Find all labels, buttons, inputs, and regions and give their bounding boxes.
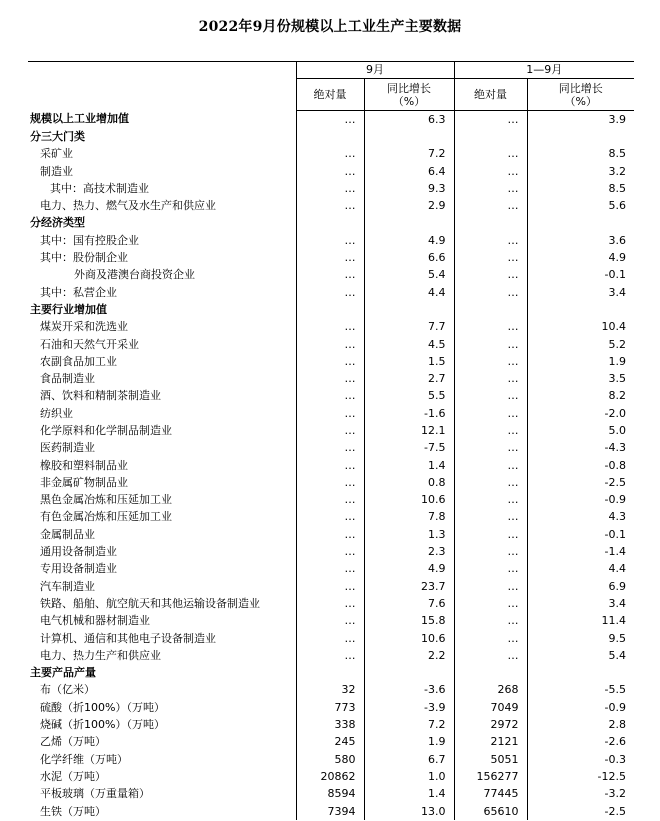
cell-ytd-absolute: 77445 [454, 786, 527, 803]
cell-sep-yoy: 2.9 [364, 197, 454, 214]
row-label: 农副食品加工业 [28, 353, 296, 370]
cell-sep-absolute: … [296, 526, 364, 543]
table-body [28, 111, 634, 821]
cell-sep-absolute: 773 [296, 699, 364, 716]
row-label: 专用设备制造业 [28, 561, 296, 578]
cell-sep-absolute: 245 [296, 734, 364, 751]
cell-ytd-absolute: … [454, 492, 527, 509]
cell-sep-absolute: … [296, 232, 364, 249]
cell-sep-yoy: 7.8 [364, 509, 454, 526]
cell-ytd-absolute: … [454, 111, 527, 129]
cell-ytd-yoy: -12.5 [597, 769, 626, 783]
row-label: 硫酸（折100%）（万吨） [28, 699, 296, 716]
cell-ytd-yoy: 4.3 [608, 510, 626, 524]
cell-sep-absolute: … [296, 543, 364, 560]
cell-sep-absolute [296, 301, 364, 318]
cell-sep-yoy: 6.7 [364, 751, 454, 768]
cell-ytd-absolute: … [454, 405, 527, 422]
row-label: 乙烯（万吨） [28, 734, 296, 751]
cell-ytd-yoy: -3.2 [604, 787, 626, 801]
cell-ytd-absolute: … [454, 422, 527, 439]
table-row [28, 665, 634, 682]
header-yoy-ytd: 同比增长 （%） [527, 79, 634, 111]
cell-ytd-absolute: 2972 [454, 716, 527, 733]
row-label: 铁路、船舶、航空航天和其他运输设备制造业 [28, 595, 296, 612]
cell-sep-yoy [364, 128, 454, 145]
cell-sep-absolute: 338 [296, 716, 364, 733]
cell-ytd-yoy: 3.4 [608, 596, 626, 610]
row-label: 分三大门类 [28, 128, 296, 145]
cell-ytd-yoy: 3.2 [608, 164, 626, 178]
cell-sep-absolute [296, 665, 364, 682]
cell-ytd-yoy: 3.6 [608, 233, 626, 247]
cell-ytd-absolute: 268 [454, 682, 527, 699]
cell-sep-yoy: 6.4 [364, 163, 454, 180]
cell-ytd-yoy: 8.5 [608, 147, 626, 161]
table-row [28, 163, 634, 180]
row-label: 酒、饮料和精制茶制造业 [28, 388, 296, 405]
table-row [28, 215, 634, 232]
cell-ytd-yoy: -2.5 [604, 475, 626, 489]
cell-sep-absolute: … [296, 440, 364, 457]
cell-sep-yoy: 0.8 [364, 474, 454, 491]
cell-ytd-absolute: … [454, 163, 527, 180]
cell-sep-yoy: 2.7 [364, 370, 454, 387]
cell-ytd-yoy: 11.4 [601, 614, 626, 628]
cell-sep-absolute: … [296, 388, 364, 405]
cell-ytd-absolute: … [454, 370, 527, 387]
row-label: 石油和天然气开采业 [28, 336, 296, 353]
cell-sep-yoy: -3.9 [364, 699, 454, 716]
table-row [28, 734, 634, 751]
cell-sep-absolute: … [296, 613, 364, 630]
cell-ytd-yoy [527, 128, 634, 145]
cell-ytd-absolute: … [454, 319, 527, 336]
row-label: 化学纤维（万吨） [28, 751, 296, 768]
cell-ytd-absolute: … [454, 526, 527, 543]
cell-ytd-absolute: … [454, 197, 527, 214]
cell-ytd-absolute [454, 128, 527, 145]
cell-ytd-yoy: -4.3 [604, 441, 626, 455]
cell-ytd-yoy: 1.9 [608, 354, 626, 368]
row-label: 电气机械和器材制造业 [28, 613, 296, 630]
cell-sep-absolute: … [296, 319, 364, 336]
table-row [28, 526, 634, 543]
cell-sep-yoy: -1.6 [364, 405, 454, 422]
table-row [28, 613, 634, 630]
cell-sep-yoy: 1.3 [364, 526, 454, 543]
cell-sep-absolute: … [296, 111, 364, 129]
cell-sep-yoy: 7.7 [364, 319, 454, 336]
row-label: 平板玻璃（万重量箱） [28, 786, 296, 803]
cell-ytd-absolute: … [454, 543, 527, 560]
cell-sep-yoy: 4.9 [364, 232, 454, 249]
data-table [28, 61, 634, 820]
cell-sep-yoy: 1.0 [364, 768, 454, 785]
cell-ytd-absolute: … [454, 180, 527, 197]
row-label: 制造业 [28, 163, 296, 180]
cell-ytd-absolute: … [454, 647, 527, 664]
row-label: 水泥（万吨） [28, 768, 296, 785]
header-blank-cell [28, 62, 296, 111]
cell-sep-yoy: 7.2 [364, 146, 454, 163]
row-label: 烧碱（折100%）（万吨） [28, 716, 296, 733]
cell-ytd-absolute [454, 665, 527, 682]
cell-sep-absolute: … [296, 422, 364, 439]
cell-ytd-yoy [527, 301, 634, 318]
cell-sep-absolute: 580 [296, 751, 364, 768]
table-row [28, 180, 634, 197]
cell-sep-yoy [364, 215, 454, 232]
header-abs-ytd: 绝对量 [454, 79, 527, 111]
cell-ytd-absolute: … [454, 249, 527, 266]
cell-ytd-absolute: … [454, 267, 527, 284]
table-row [28, 561, 634, 578]
cell-ytd-yoy: -0.1 [604, 268, 626, 282]
table-row [28, 422, 634, 439]
row-label: 计算机、通信和其他电子设备制造业 [28, 630, 296, 647]
cell-ytd-yoy: -1.4 [604, 545, 626, 559]
cell-ytd-absolute: … [454, 146, 527, 163]
cell-sep-yoy: 1.9 [364, 734, 454, 751]
table-row [28, 405, 634, 422]
cell-sep-yoy: 5.4 [364, 267, 454, 284]
table-row [28, 492, 634, 509]
cell-sep-absolute: … [296, 284, 364, 301]
table-row [28, 595, 634, 612]
row-label: 其中：国有控股企业 [28, 232, 296, 249]
header-group-september: 9月 [296, 62, 454, 79]
cell-sep-absolute: … [296, 630, 364, 647]
cell-sep-yoy: 1.5 [364, 353, 454, 370]
table-row [28, 111, 634, 129]
cell-sep-absolute: … [296, 647, 364, 664]
cell-ytd-yoy: 3.5 [608, 372, 626, 386]
cell-ytd-absolute: … [454, 336, 527, 353]
table-row [28, 301, 634, 318]
cell-sep-yoy: 2.3 [364, 543, 454, 560]
cell-ytd-absolute: … [454, 388, 527, 405]
cell-sep-yoy [364, 665, 454, 682]
cell-ytd-yoy: 5.0 [608, 423, 626, 437]
table-row [28, 284, 634, 301]
row-label: 生铁（万吨） [28, 803, 296, 820]
cell-sep-yoy: 12.1 [364, 422, 454, 439]
cell-ytd-yoy: -2.0 [604, 406, 626, 420]
cell-sep-absolute: … [296, 336, 364, 353]
cell-sep-yoy: 4.5 [364, 336, 454, 353]
cell-ytd-yoy: 4.4 [608, 562, 626, 576]
cell-ytd-absolute: … [454, 440, 527, 457]
cell-sep-absolute: … [296, 180, 364, 197]
row-label: 分经济类型 [28, 215, 296, 232]
row-label: 黑色金属冶炼和压延加工业 [28, 492, 296, 509]
table-row [28, 699, 634, 716]
cell-ytd-absolute: 5051 [454, 751, 527, 768]
table-row [28, 803, 634, 820]
row-label: 橡胶和塑料制品业 [28, 457, 296, 474]
cell-sep-yoy: 2.2 [364, 647, 454, 664]
table-row [28, 716, 634, 733]
row-label: 化学原料和化学制品制造业 [28, 422, 296, 439]
table-row [28, 388, 634, 405]
table-row [28, 474, 634, 491]
cell-sep-absolute: … [296, 405, 364, 422]
table-row [28, 440, 634, 457]
table-header [28, 62, 634, 111]
row-label: 有色金属冶炼和压延加工业 [28, 509, 296, 526]
table-row [28, 630, 634, 647]
cell-sep-absolute: … [296, 197, 364, 214]
cell-ytd-yoy: -0.8 [604, 458, 626, 472]
cell-ytd-yoy: -0.9 [604, 493, 626, 507]
cell-sep-absolute: … [296, 561, 364, 578]
cell-ytd-absolute: 7049 [454, 699, 527, 716]
cell-sep-yoy: 7.2 [364, 716, 454, 733]
cell-ytd-absolute: … [454, 284, 527, 301]
cell-ytd-absolute [454, 301, 527, 318]
cell-ytd-absolute: … [454, 630, 527, 647]
table-row [28, 578, 634, 595]
row-label: 纺织业 [28, 405, 296, 422]
cell-sep-absolute: 32 [296, 682, 364, 699]
table-row [28, 457, 634, 474]
table-row [28, 353, 634, 370]
row-label: 采矿业 [28, 146, 296, 163]
cell-sep-absolute: … [296, 492, 364, 509]
cell-ytd-yoy: 8.2 [608, 389, 626, 403]
cell-sep-absolute: … [296, 578, 364, 595]
cell-sep-yoy: 1.4 [364, 457, 454, 474]
cell-sep-absolute [296, 215, 364, 232]
cell-ytd-yoy: 4.9 [608, 251, 626, 265]
cell-sep-yoy [364, 301, 454, 318]
cell-sep-yoy: 4.9 [364, 561, 454, 578]
header-yoy-sep: 同比增长 （%） [364, 79, 454, 111]
cell-ytd-yoy: -0.3 [604, 752, 626, 766]
cell-sep-yoy: 15.8 [364, 613, 454, 630]
cell-ytd-absolute: … [454, 474, 527, 491]
cell-sep-absolute: … [296, 249, 364, 266]
cell-sep-yoy: -3.6 [364, 682, 454, 699]
cell-ytd-yoy: 5.6 [608, 199, 626, 213]
table-row [28, 647, 634, 664]
header-abs-sep: 绝对量 [296, 79, 364, 111]
row-label: 主要产品产量 [28, 665, 296, 682]
row-label: 电力、热力、燃气及水生产和供应业 [28, 197, 296, 214]
table-row [28, 509, 634, 526]
cell-ytd-yoy: 5.2 [608, 337, 626, 351]
table-row [28, 232, 634, 249]
cell-sep-absolute: … [296, 267, 364, 284]
cell-sep-absolute: … [296, 457, 364, 474]
table-row [28, 319, 634, 336]
cell-sep-yoy: -7.5 [364, 440, 454, 457]
cell-ytd-yoy: -0.9 [604, 700, 626, 714]
cell-ytd-yoy: 9.5 [608, 631, 626, 645]
table-row [28, 267, 634, 284]
table-row [28, 370, 634, 387]
cell-ytd-absolute: … [454, 578, 527, 595]
cell-ytd-absolute: … [454, 613, 527, 630]
cell-sep-absolute: … [296, 370, 364, 387]
row-label: 非金属矿物制品业 [28, 474, 296, 491]
cell-sep-absolute: 8594 [296, 786, 364, 803]
row-label: 主要行业增加值 [28, 301, 296, 318]
cell-ytd-absolute [454, 215, 527, 232]
cell-ytd-yoy: 3.9 [608, 112, 626, 126]
cell-ytd-yoy [527, 215, 634, 232]
cell-sep-absolute: … [296, 146, 364, 163]
row-label: 通用设备制造业 [28, 543, 296, 560]
cell-ytd-yoy: 8.5 [608, 181, 626, 195]
cell-ytd-absolute: … [454, 353, 527, 370]
cell-sep-yoy: 10.6 [364, 492, 454, 509]
cell-ytd-absolute: 156277 [454, 768, 527, 785]
cell-ytd-yoy: 6.9 [608, 579, 626, 593]
cell-ytd-absolute: … [454, 595, 527, 612]
cell-sep-absolute: … [296, 163, 364, 180]
cell-ytd-absolute: 65610 [454, 803, 527, 820]
cell-ytd-yoy: 2.8 [608, 718, 626, 732]
row-label: 外商及港澳台商投资企业 [28, 267, 296, 284]
cell-sep-absolute: … [296, 353, 364, 370]
table-row [28, 249, 634, 266]
cell-sep-yoy: 23.7 [364, 578, 454, 595]
cell-ytd-yoy: 5.4 [608, 648, 626, 662]
row-label: 煤炭开采和洗选业 [28, 319, 296, 336]
table-row [28, 786, 634, 803]
cell-sep-yoy: 9.3 [364, 180, 454, 197]
table-row [28, 768, 634, 785]
cell-sep-yoy: 6.6 [364, 249, 454, 266]
table-row [28, 146, 634, 163]
cell-ytd-yoy: -0.1 [604, 527, 626, 541]
cell-ytd-yoy: -5.5 [604, 683, 626, 697]
header-group-jan-sep: 1—9月 [454, 62, 634, 79]
row-label: 汽车制造业 [28, 578, 296, 595]
row-label: 食品制造业 [28, 370, 296, 387]
table-row [28, 336, 634, 353]
table-row [28, 682, 634, 699]
table-row [28, 751, 634, 768]
cell-sep-yoy: 1.4 [364, 786, 454, 803]
cell-sep-absolute: … [296, 474, 364, 491]
table-row [28, 543, 634, 560]
cell-sep-yoy: 10.6 [364, 630, 454, 647]
cell-sep-absolute [296, 128, 364, 145]
row-label: 规模以上工业增加值 [28, 111, 296, 129]
cell-sep-absolute: … [296, 509, 364, 526]
cell-sep-yoy: 7.6 [364, 595, 454, 612]
row-label: 布（亿米） [28, 682, 296, 699]
cell-ytd-yoy: -2.5 [604, 804, 626, 818]
cell-ytd-absolute: … [454, 561, 527, 578]
row-label: 金属制品业 [28, 526, 296, 543]
cell-sep-absolute: … [296, 595, 364, 612]
cell-ytd-absolute: 2121 [454, 734, 527, 751]
table-row [28, 128, 634, 145]
cell-sep-yoy: 6.3 [364, 111, 454, 129]
page-title: 2022年9月份规模以上工业生产主要数据 [198, 19, 462, 35]
cell-ytd-absolute: … [454, 232, 527, 249]
cell-sep-absolute: 20862 [296, 768, 364, 785]
cell-sep-absolute: 7394 [296, 803, 364, 820]
cell-ytd-absolute: … [454, 457, 527, 474]
cell-ytd-yoy: -2.6 [604, 735, 626, 749]
row-label: 其中：高技术制造业 [28, 180, 296, 197]
row-label: 其中：股份制企业 [28, 249, 296, 266]
cell-ytd-yoy: 10.4 [601, 320, 626, 334]
cell-ytd-absolute: … [454, 509, 527, 526]
cell-sep-yoy: 13.0 [364, 803, 454, 820]
cell-sep-yoy: 4.4 [364, 284, 454, 301]
cell-ytd-yoy [527, 665, 634, 682]
table-row [28, 197, 634, 214]
row-label: 医药制造业 [28, 440, 296, 457]
row-label: 电力、热力生产和供应业 [28, 647, 296, 664]
cell-sep-yoy: 5.5 [364, 388, 454, 405]
cell-ytd-yoy: 3.4 [608, 285, 626, 299]
row-label: 其中：私营企业 [28, 284, 296, 301]
